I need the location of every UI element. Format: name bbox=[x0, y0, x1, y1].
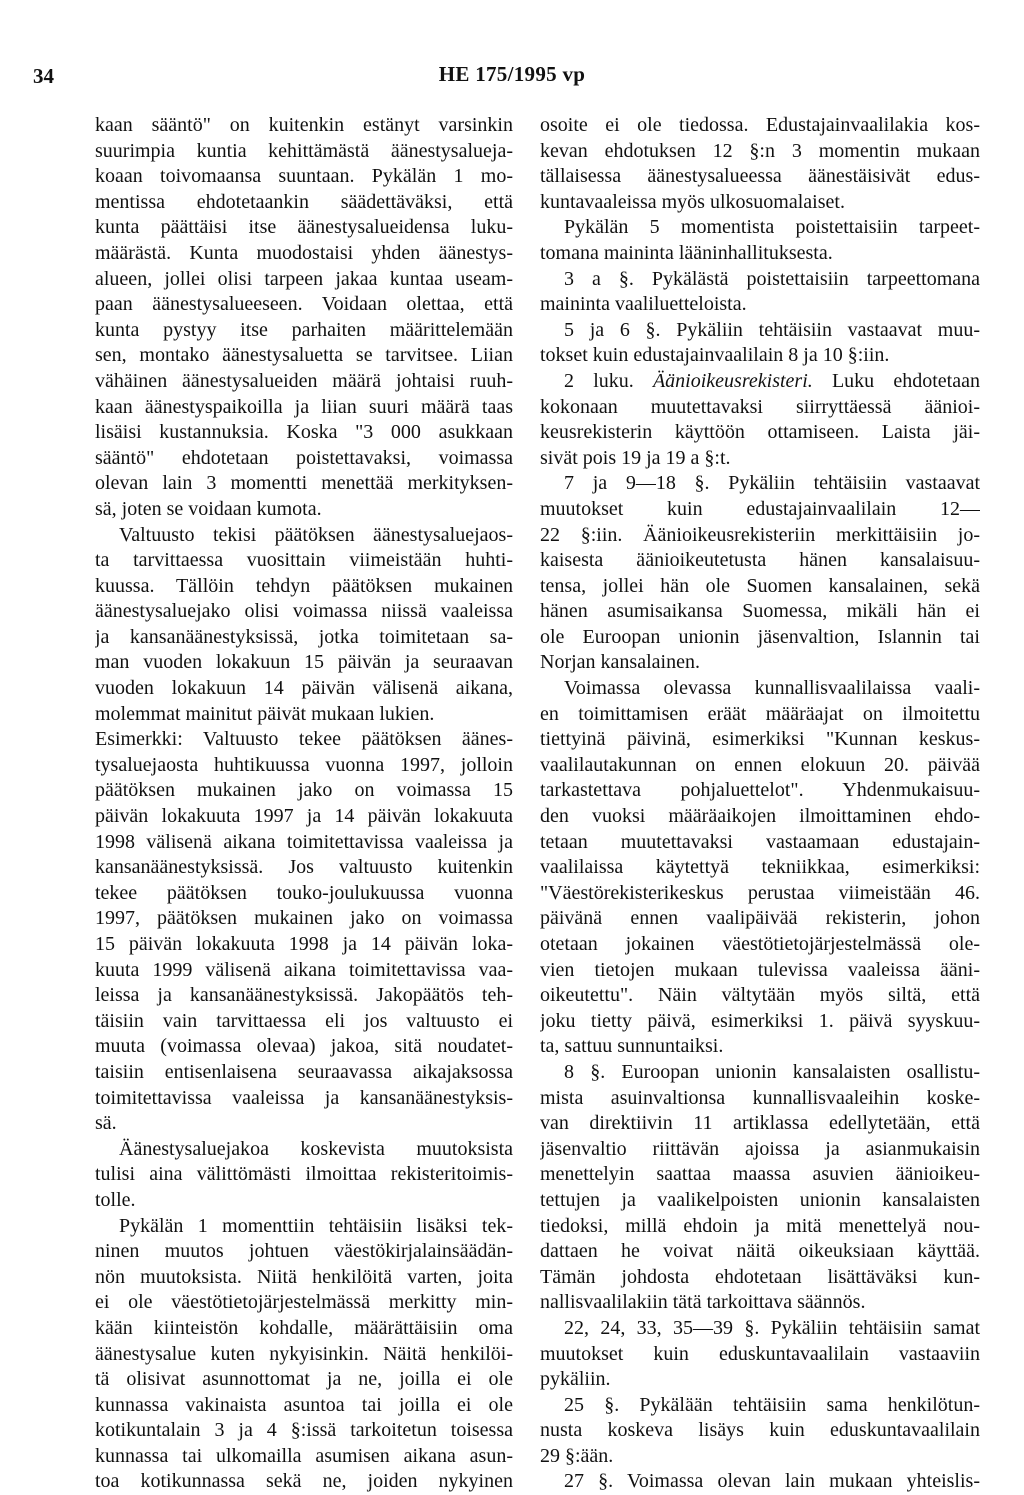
text-line: kunnassa tai ulkomailla asumisen aikana asun- bbox=[95, 1444, 513, 1467]
text-line: kotikuntalain 3 ja 4 §:issä tarkoitetun toisessa bbox=[95, 1419, 513, 1442]
chapter-text: Luku ehdotetaan bbox=[831, 369, 980, 392]
text-line: nusta koskeva lisäys kuin eduskuntavaalilain bbox=[540, 1419, 980, 1442]
page-number: 34 bbox=[33, 64, 54, 88]
text-line: 27 §. Voimassa olevan lain mukaan yhteislis- bbox=[564, 1470, 980, 1493]
text-line: ta, sattuu sunnuntaiksi. bbox=[540, 1035, 724, 1058]
text-line: jäsenvaltio riittävän ajoissa ja asianmukaisin bbox=[540, 1137, 980, 1160]
text-line: Äänestysaluejakoa koskevista muutoksista bbox=[119, 1137, 513, 1160]
text-line: päätöksen mukainen jako on voimassa 15 bbox=[95, 779, 513, 802]
text-line: 5 ja 6 §. Pykäliin tehtäisiin vastaavat muu- bbox=[564, 318, 980, 341]
text-line: suurimpia kuntia kehittämästä äänestysalueja- bbox=[95, 139, 513, 162]
text-line: muutokset kuin eduskuntavaalilain vastaaviin bbox=[540, 1342, 980, 1365]
text-line: vuoden lokakuun 14 päivän välisenä aikana, bbox=[95, 677, 513, 700]
text-line: päivänä ennen vaalipäivää rekisterin, johon bbox=[540, 907, 980, 930]
text-line: joku tietty päivä, esimerkiksi 1. päivä syyskuu- bbox=[540, 1009, 980, 1032]
right-column bbox=[540, 113, 980, 1495]
text-line: 29 §:ään. bbox=[540, 1444, 614, 1467]
text-line: ninen muutos johtuen väestökirjalainsäädän- bbox=[95, 1240, 513, 1263]
text-line: nön muutoksista. Niitä henkilöitä varten, joita bbox=[95, 1265, 513, 1288]
text-line: menettelyin saattaa maassa asuvien äänioikeu- bbox=[540, 1163, 980, 1186]
text-line: tolle. bbox=[95, 1188, 136, 1211]
text-line: nallisvaalilakiin tätä tarkoittava säännös. bbox=[540, 1291, 866, 1314]
text-line: 25 §. Pykälään tehtäisiin sama henkilötun- bbox=[564, 1393, 980, 1416]
text-line: vaalilautakunnan on ennen elokuun 20. päivää bbox=[540, 753, 980, 776]
text-line: ole Euroopan unionin jäsenvaltion, Islannin tai bbox=[540, 625, 980, 648]
text-line: sä, joten se voidaan kumota. bbox=[95, 497, 322, 520]
text-line: Esimerkki: Valtuusto tekee päätöksen äänes- bbox=[95, 728, 513, 751]
text-line: en toimittamisen eräät määräajat on ilmoitettu bbox=[540, 702, 980, 725]
text-line: ja kansanäänestyksissä, jotka toimitetaan sa- bbox=[95, 625, 513, 648]
text-line: kaan sääntö" on kuitenkin estänyt varsinkin bbox=[95, 114, 513, 136]
text-line: pykäliin. bbox=[540, 1368, 611, 1391]
text-line: kunta pystyy itse parhaiten määrittelemään bbox=[95, 318, 513, 341]
text-line: kansanäänestyksissä. Jos valtuusto kuitenkin bbox=[95, 856, 513, 879]
text-line: kuussa. Tällöin tehdyn päätöksen mukainen bbox=[95, 574, 513, 597]
text-line: äänestysaluejako olisi voimassa niissä vaaleissa bbox=[95, 600, 513, 623]
text-line: sääntö" ehdotetaan poistettavaksi, voimassa bbox=[95, 446, 513, 469]
text-line: vien tietojen mukaan tulevissa vaaleissa ääni- bbox=[540, 958, 980, 981]
text-line: tensa, jollei hän ole Suomen kansalainen, sekä bbox=[540, 574, 980, 597]
text-line: 1997, päätöksen mukainen jako on voimassa bbox=[95, 907, 513, 930]
document-title: HE 175/1995 vp bbox=[438, 62, 586, 86]
text-line: alueen, jollei olisi tarpeen jakaa kuntaa useam- bbox=[95, 267, 513, 290]
text-line: keusrekisterin käyttöön ottamiseen. Laista jäi- bbox=[540, 421, 980, 444]
text-line: oikeutettu". Näin vältytään myös siltä, että bbox=[540, 984, 980, 1007]
text-line: tiettyinä päivinä, esimerkiksi "Kunnan keskus- bbox=[540, 728, 980, 751]
text-line bbox=[540, 369, 980, 395]
text-line: äänestysalue kuten nykyisinkin. Näitä henkilöi- bbox=[95, 1342, 513, 1365]
text-line: 22, 24, 33, 35—39 §. Pykäliin tehtäisiin samat bbox=[564, 1316, 980, 1339]
text-line: vaalilaissa käytettyä tekniikkaa, esimerkiksi: bbox=[540, 856, 980, 879]
text-line: tetaan muutettavaksi vastaamaan edustajain- bbox=[540, 830, 980, 853]
text-line: 15 päivän lokakuuta 1998 ja 14 päivän loka- bbox=[95, 933, 513, 955]
text-line: lisäisi kustannuksia. Koska "3 000 asukkaan bbox=[95, 421, 513, 444]
text-line: kään kiinteistön kohdalle, määrättäisiin oma bbox=[95, 1316, 513, 1339]
text-line: päivän lokakuuta 1997 ja 14 päivän lokakuuta bbox=[95, 805, 513, 828]
text-line: määrästä. Kunta muodostaisi yhden äänestys- bbox=[95, 241, 513, 264]
text-line: kunta päättäisi itse äänestysalueidensa luku- bbox=[95, 216, 513, 239]
text-line: 8 §. Euroopan unionin kansalaisten osallistu- bbox=[564, 1060, 980, 1083]
text-line: tällaisessa äänestysalueessa äänestäisivät edus- bbox=[540, 165, 980, 188]
chapter-title: Äänioikeusrekisteri. bbox=[652, 369, 813, 392]
text-line: Pykälän 5 momentista poistettaisiin tarpeet- bbox=[564, 216, 980, 239]
text-line: paan äänestysalueeseen. Voidaan olettaa, että bbox=[95, 293, 513, 316]
text-line: muuta (voimassa olevaa) jakoa, sitä noudatet- bbox=[95, 1035, 513, 1058]
text-line: mista asuinvaltionsa kunnallisvaaleihin koske- bbox=[540, 1086, 980, 1109]
text-line: tiedoksi, millä ehdoin ja mitä menettelyä nou- bbox=[540, 1214, 980, 1237]
text-line: dattaen he voivat näitä oikeuksiaan käyttää. bbox=[540, 1240, 980, 1263]
text-line: tä olisivat asunnottomat ja ne, joilla ei ole bbox=[95, 1368, 513, 1391]
text-line: ta tarvittaessa vuosittain viimeistään huhti- bbox=[95, 549, 513, 572]
text-line: 1998 välisenä aikana toimitettavissa vaaleissa ja bbox=[95, 830, 513, 853]
text-line: 3 a §. Pykälästä poistettaisiin tarpeettomana bbox=[564, 267, 980, 290]
text-line: tarkastettava pohjaluettelot". Yhdenmukaisuu- bbox=[540, 779, 980, 802]
text-line: sivät pois 19 ja 19 a §:t. bbox=[540, 446, 731, 469]
text-line: tokset kuin edustajainvaalilain 8 ja 10 §:iin. bbox=[540, 344, 890, 367]
text-line: Valtuusto tekisi päätöksen äänestysaluejaos- bbox=[119, 523, 513, 546]
text-line: leissa ja kansanäänestyksissä. Jakopäätös teh- bbox=[95, 984, 513, 1007]
text-line: muutokset kuin edustajainvaalilain 12— bbox=[540, 497, 980, 520]
text-line: kuuta 1999 välisenä aikana toimitettavissa vaa- bbox=[95, 958, 513, 981]
text-line: kaisesta äänioikeutetusta hänen kansalaisuu- bbox=[540, 549, 980, 572]
text-line: Pykälän 1 momenttiin tehtäisiin lisäksi tek- bbox=[119, 1214, 513, 1237]
text-line: tekee päätöksen touko-joulukuussa vuonna bbox=[95, 881, 513, 904]
text-line: man vuoden lokakuun 15 päivän ja seuraavan bbox=[95, 651, 513, 674]
text-line: tettujen ja vaalikelpoisten unionin kansalaisten bbox=[540, 1188, 980, 1211]
text-line: osoite ei ole tiedossa. Edustajainvaalilakia kos- bbox=[540, 114, 980, 136]
text-line: olevan lain 3 momentti menettää merkityksen- bbox=[95, 472, 513, 495]
text-line: sä. bbox=[95, 1112, 117, 1135]
text-line: den vuoksi määräaikojen ilmoittaminen ehdo- bbox=[540, 805, 980, 828]
text-line: toa kotikunnassa sekä ne, joiden nykyinen bbox=[95, 1470, 513, 1493]
text-line: koaan toivomaansa suuntaan. Pykälän 1 mo- bbox=[95, 165, 513, 188]
text-line: hänen asumisaikansa Suomessa, mikäli hän ei bbox=[540, 600, 980, 623]
text-line: Tämän johdosta ehdotetaan lisättäväksi kun- bbox=[540, 1265, 980, 1288]
text-line: sen, montako äänestysaluetta se tarvitsee. Liian bbox=[95, 344, 513, 367]
text-line: 22 §:iin. Äänioikeusrekisteriin merkittäisiin jo- bbox=[540, 523, 980, 546]
text-line: van direktiivin 11 artiklassa edellytetään, että bbox=[540, 1112, 980, 1135]
text-line: Norjan kansalainen. bbox=[540, 651, 700, 674]
text-line: tysaluejaosta huhtikuussa vuonna 1997, jolloin bbox=[95, 753, 513, 776]
text-line: kaan äänestyspaikoilla ja liian suuri määrä taas bbox=[95, 395, 513, 418]
text-line: kevan ehdotuksen 12 §:n 3 momentin mukaan bbox=[540, 139, 980, 162]
text-line: otetaan jokainen väestötietojärjestelmässä ole- bbox=[540, 933, 980, 955]
text-line: kokonaan muutettavaksi siirryttäessä äänioi- bbox=[540, 395, 980, 418]
text-line: "Väestörekisterikeskus perustaa viimeistään 46. bbox=[540, 881, 980, 904]
text-line: tulisi aina välittömästi ilmoittaa rekisteritoimis- bbox=[95, 1163, 513, 1186]
text-line: mentissa ehdotetaankin säädettäväksi, että bbox=[95, 190, 513, 213]
text-line: maininta vaaliluetteloista. bbox=[540, 293, 747, 316]
chapter-number: 2 luku. bbox=[564, 369, 634, 392]
text-line: tomana maininta lääninhallituksesta. bbox=[540, 241, 833, 264]
text-line: 7 ja 9—18 §. Pykäliin tehtäisiin vastaavat bbox=[564, 472, 980, 495]
text-line: molemmat mainitut päivät mukaan lukien. bbox=[95, 702, 435, 725]
text-line: vähäinen äänestysalueiden määrä johtaisi ruuh- bbox=[95, 369, 513, 392]
text-line: taisiin entisenlaisena seuraavassa aikajaksossa bbox=[95, 1060, 513, 1083]
text-line: ei ole väestötietojärjestelmässä merkitty min- bbox=[95, 1291, 513, 1314]
text-line: täisiin vain tarvittaessa eli jos valtuusto ei bbox=[95, 1009, 513, 1032]
text-line: kuntavaaleissa myös ulkosuomalaiset. bbox=[540, 190, 845, 213]
text-line: Voimassa olevassa kunnallisvaalilaissa vaali- bbox=[564, 677, 980, 700]
text-line: toimitettavissa vaaleissa ja kansanäänestyksis- bbox=[95, 1086, 513, 1109]
text-line: kunnassa vakinaista asuntoa tai joilla ei ole bbox=[95, 1393, 513, 1416]
left-column bbox=[95, 113, 513, 1495]
